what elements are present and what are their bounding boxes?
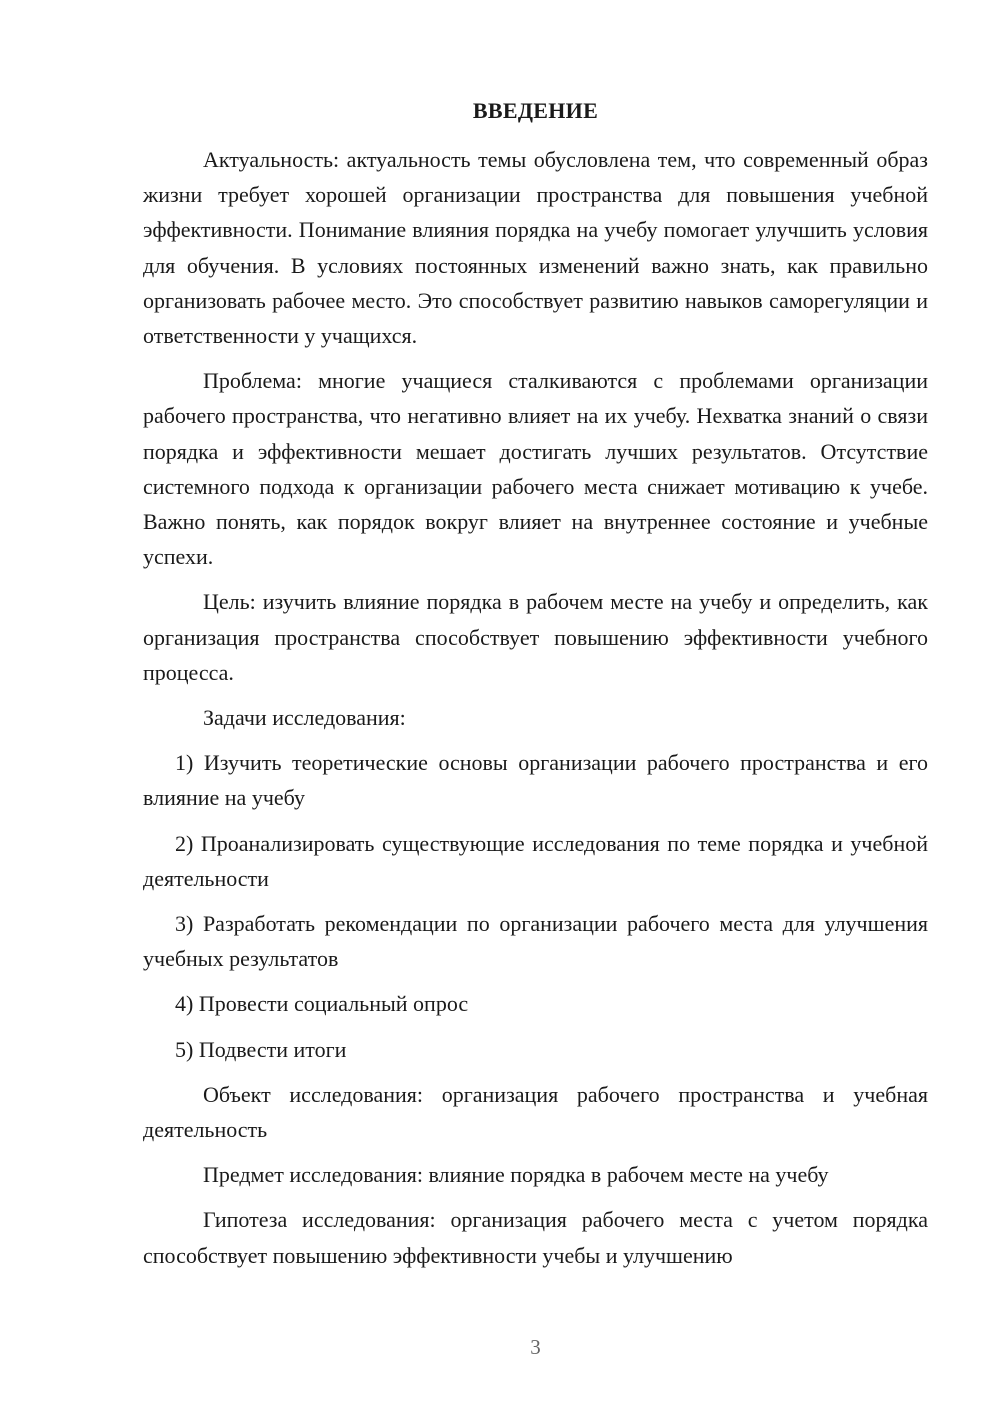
paragraph-hypothesis: Гипотеза исследования: организация рабочего места с учетом порядка способствует повышению эффективности учебы и улучшению [143,1207,928,1268]
paragraph-tasks-heading: Задачи исследования: [203,705,406,731]
paragraph-problem: Проблема: многие учащиеся сталкиваются с проблемами организации рабочего пространства, что негативно влияет на их учебу. Нехватка знаний о связи порядка и эффективности мешает достигать лучших результатов. Отсутствие системного подхода к организации рабочего места снижает мотивацию к учебе. Важно понять, как порядок вокруг влияет на внутреннее состояние и учебные успехи. [143,368,928,570]
document-page [143,0,928,1414]
body-text [143,142,928,1283]
paragraph-relevance: Актуальность: актуальность темы обусловлена тем, что современный образ жизни требует хорошей организации пространства для повышения учебной эффективности. Понимание влияния порядка на учебу помогает улучшить условия для обучения. В условиях постоянных изменений важно знать, как правильно организовать рабочее место. Это способствует развитию навыков саморегуляции и ответственности у учащихся. [143,147,928,349]
page-number: 3 [530,1335,541,1359]
list-item-task-1: 1) Изучить теоретические основы организации рабочего пространства и его влияние на учебу [143,750,928,811]
list-item-task-4: 4) Провести социальный опрос [175,991,469,1017]
paragraph-subject: Предмет исследования: влияние порядка в рабочем месте на учебу [203,1162,829,1188]
paragraph-object: Объект исследования: организация рабочего пространства и учебная деятельность [143,1081,928,1143]
list-item-task-5: 5) Подвести итоги [175,1036,347,1062]
list-item-task-2: 2) Проанализировать существующие исследования по теме порядка и учебной деятельности [143,830,928,891]
list-item-task-3: 3) Разработать рекомендации по организации рабочего места для улучшения учебных результатов [143,911,928,972]
section-heading: ВВЕДЕНИЕ [472,98,599,123]
paragraph-goal: Цель: изучить влияние порядка в рабочем месте на учебу и определить, как организация пространства способствует повышению эффективности учебного процесса. [143,589,928,685]
